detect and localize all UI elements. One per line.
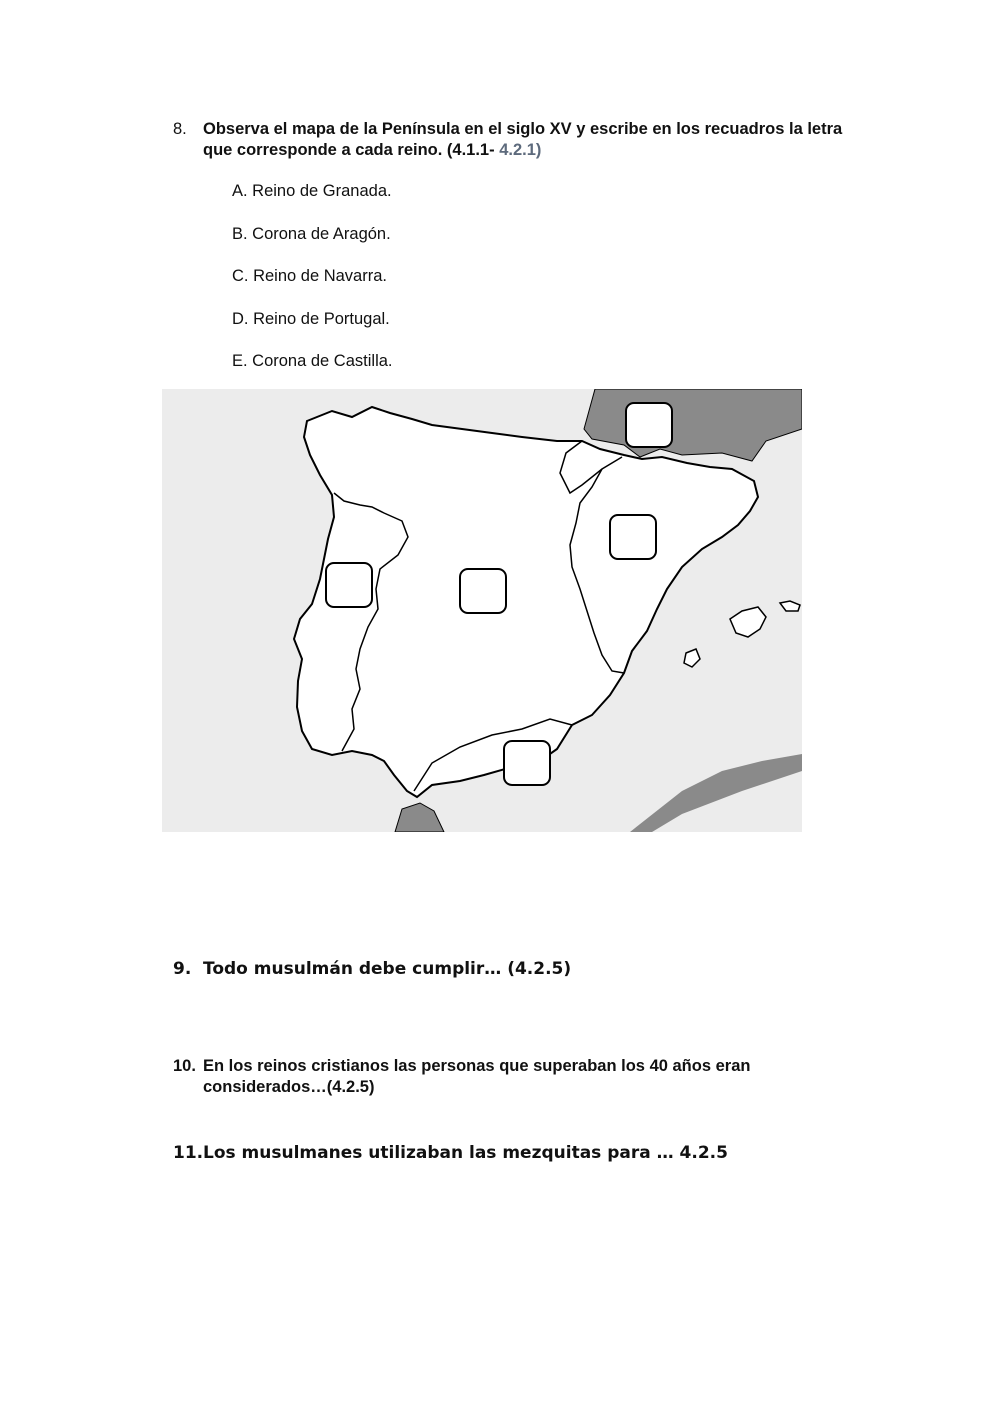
question-10-text: En los reinos cristianos las personas que superaban los 40 años eran considerados…(4.2.5) bbox=[203, 1057, 751, 1096]
question-10-number: 10. bbox=[173, 1057, 196, 1075]
iberian-peninsula-map bbox=[162, 389, 802, 832]
option-b: B. Corona de Aragón. bbox=[232, 224, 391, 243]
option-e: E. Corona de Castilla. bbox=[232, 352, 393, 370]
answer-box-castilla bbox=[460, 569, 506, 613]
option-c: C. Reino de Navarra. bbox=[232, 267, 387, 285]
question-8-ref: 4.2.1) bbox=[499, 141, 542, 159]
question-11-text: Los musulmanes utilizaban las mezquitas para … 4.2.5 bbox=[203, 1143, 728, 1163]
kingdom-options-list bbox=[232, 182, 393, 395]
question-9 bbox=[173, 959, 873, 980]
question-10 bbox=[173, 1056, 873, 1098]
answer-box-navarra bbox=[626, 403, 672, 447]
question-11-number: 11. bbox=[173, 1143, 204, 1163]
question-8-text: Observa el mapa de la Península en el siglo XV y escribe en los recuadros la letra que corresponde a cada reino. (4.1.1- 4.2.1) bbox=[203, 120, 843, 159]
question-8-number: 8. bbox=[173, 120, 187, 138]
question-8 bbox=[173, 119, 873, 161]
answer-box-portugal bbox=[326, 563, 372, 607]
question-11 bbox=[173, 1143, 873, 1164]
answer-box-aragon bbox=[610, 515, 656, 559]
option-d: D. Reino de Portugal. bbox=[232, 309, 390, 328]
question-9-number: 9. bbox=[173, 959, 192, 979]
answer-box-granada bbox=[504, 741, 550, 785]
option-a: A. Reino de Granada. bbox=[232, 182, 392, 200]
question-9-text: Todo musulmán debe cumplir… (4.2.5) bbox=[203, 959, 572, 979]
